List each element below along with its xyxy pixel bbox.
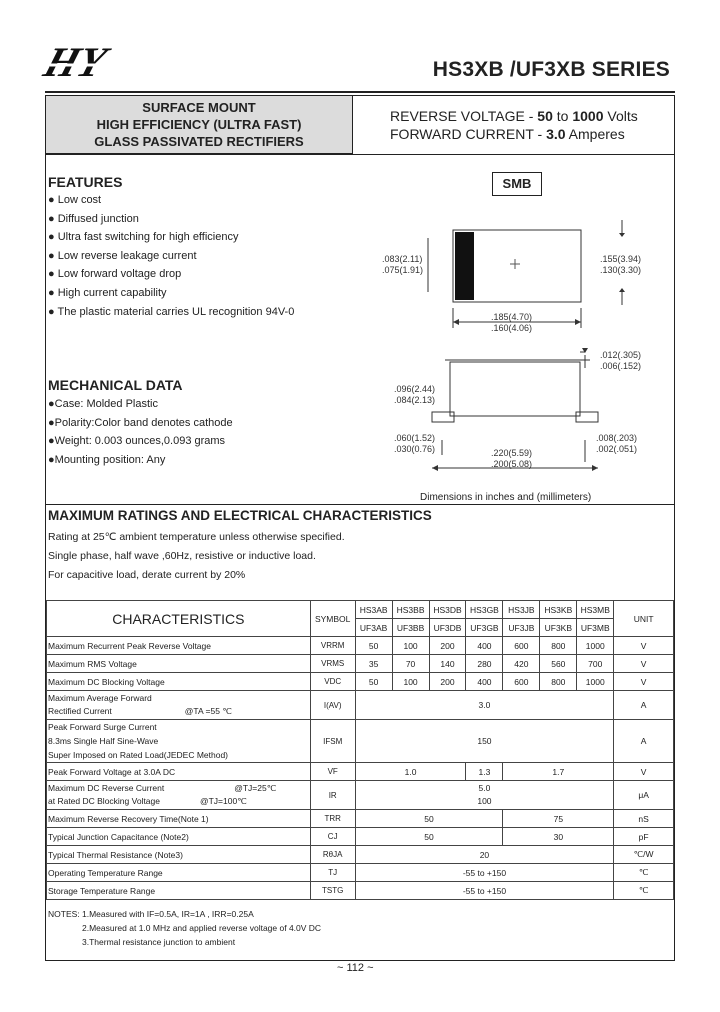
feature-item: ● Low reverse leakage current — [48, 249, 197, 262]
table-row: Maximum DC Reverse Current @TJ=25℃ at Rated DC Blocking Voltage @TJ=100℃ IR 5.0 100 μA — [47, 781, 674, 810]
package-label: SMB — [492, 172, 542, 196]
model-hs3bb: HS3BB — [392, 601, 429, 619]
mechanical-item: ●Weight: 0.003 ounces,0.093 grams — [48, 435, 226, 448]
table-row: Typical Thermal Resistance (Note3) RθJA 20 ℃/W — [47, 846, 674, 864]
dim-6: .060(1.52) .030(0.76) — [394, 433, 436, 454]
dim-2: .155(3.94) .130(3.30) — [600, 254, 642, 275]
table-row: Maximum RMS Voltage VRMS 35 70 140 280 420 560 700 V — [47, 655, 674, 673]
dim-5: .096(2.44) .084(2.13) — [394, 384, 436, 405]
table-row: Maximum Reverse Recovery Time(Note 1) TRR 50 75 nS — [47, 810, 674, 828]
table-row: Typical Junction Capacitance (Note2) CJ 50 30 pF — [47, 828, 674, 846]
mechanical-list — [48, 395, 233, 469]
dim-8: .008(.203) .002(.051) — [596, 433, 638, 454]
model-hs3ab: HS3AB — [355, 601, 392, 619]
feature-item: ● Diffused junction — [48, 212, 139, 225]
ratings-rule — [46, 504, 674, 505]
table-row: Peak Forward Voltage at 3.0A DC VF 1.0 1.3 1.7 V — [47, 763, 674, 781]
forward-current-line — [390, 125, 638, 143]
feature-item: ● Low cost — [48, 194, 102, 206]
series-title: HS3XB /UF3XB SERIES — [432, 58, 670, 81]
logo-text: HY — [38, 39, 112, 86]
dim-1: .083(2.11) .075(1.91) — [382, 254, 424, 275]
model-hs3mb: HS3MB — [577, 601, 614, 619]
page-number: ~ 112 ~ — [337, 962, 374, 974]
mechanical-item: ●Polarity:Color band denotes cathode — [48, 416, 233, 429]
table-row: Maximum Recurrent Peak Reverse Voltage VRRM 50 100 200 400 600 800 1000 V — [47, 637, 674, 655]
model-uf3gb: UF3GB — [466, 619, 503, 637]
max-ratings-heading: MAXIMUM RATINGS AND ELECTRICAL CHARACTERISTICS — [48, 508, 432, 523]
condition-line-2: Single phase, half wave ,60Hz, resistive or inductive load. — [48, 550, 316, 562]
model-uf3kb: UF3KB — [540, 619, 577, 637]
characteristics-header: CHARACTERISTICS — [47, 601, 311, 637]
model-uf3db: UF3DB — [429, 619, 466, 637]
model-uf3bb: UF3BB — [392, 619, 429, 637]
rating-conditions — [48, 528, 345, 585]
hy-logo-mark — [38, 39, 180, 86]
title-line-3: GLASS PASSIVATED RECTIFIERS — [94, 134, 304, 149]
rv-max: 1000 — [572, 108, 604, 124]
model-hs3kb: HS3KB — [540, 601, 577, 619]
rv-label: REVERSE VOLTAGE - — [390, 108, 534, 124]
feature-item: ● Low forward voltage drop — [48, 268, 182, 281]
condition-line-1: Rating at 25℃ ambient temperature unless otherwise specified. — [48, 531, 345, 543]
rv-min: 50 — [537, 108, 553, 124]
rv-unit: Volts — [607, 108, 638, 124]
mechanical-heading: MECHANICAL DATA — [48, 377, 183, 393]
features-list — [48, 191, 294, 321]
model-hs3gb: HS3GB — [466, 601, 503, 619]
model-hs3jb: HS3JB — [503, 601, 540, 619]
fc-value: 3.0 — [546, 126, 566, 142]
table-row: Storage Temperature Range TSTG -55 to +150 ℃ — [47, 882, 674, 900]
logo — [38, 39, 180, 86]
dim-7: .220(5.59) .200(5.08) — [491, 448, 533, 469]
fc-unit: Amperes — [568, 126, 625, 142]
mechanical-item: ●Case: Molded Plastic — [48, 398, 158, 410]
symbol-header: SYMBOL — [310, 601, 355, 637]
top-rule — [45, 91, 675, 93]
table-row: Peak Forward Surge Current 8.3ms Single Half Sine-Wave Super Imposed on Rated Load(JEDEC Method) IFSM 150 A — [47, 720, 674, 763]
characteristics-table — [46, 600, 674, 900]
note-3: 3.Thermal resistance junction to ambient — [82, 937, 236, 947]
title-line-2: HIGH EFFICIENCY (ULTRA FAST) — [96, 117, 302, 132]
model-uf3ab: UF3AB — [355, 619, 392, 637]
header-rule — [46, 154, 674, 155]
table-row: Maximum Average Forward Rectified Current @TA =55 ℃ I(AV) 3.0 A — [47, 691, 674, 720]
table-row: Operating Temperature Range TJ -55 to +150 ℃ — [47, 864, 674, 882]
unit-header: UNIT — [614, 601, 674, 637]
reverse-voltage-line — [390, 107, 638, 125]
feature-item: ● High current capability — [48, 286, 167, 299]
model-uf3jb: UF3JB — [503, 619, 540, 637]
feature-item: ● Ultra fast switching for high efficiency — [48, 231, 239, 244]
fc-label: FORWARD CURRENT - — [390, 126, 543, 142]
table-header-row — [47, 601, 674, 619]
features-heading: FEATURES — [48, 174, 123, 190]
table-row: Maximum DC Blocking Voltage VDC 50 100 200 400 600 800 1000 V — [47, 673, 674, 691]
note-2: 2.Measured at 1.0 MHz and applied reverse voltage of 4.0V DC — [82, 923, 322, 933]
title-block — [46, 96, 353, 154]
condition-line-3: For capacitive load, derate current by 20% — [48, 569, 246, 581]
feature-item: ● The plastic material carries UL recognition 94V-0 — [48, 305, 295, 318]
note-1: NOTES: 1.Measured with IF=0.5A, IR=1A , IRR=0.25A — [48, 909, 254, 919]
title-line-1: SURFACE MOUNT — [142, 100, 256, 115]
model-uf3mb: UF3MB — [577, 619, 614, 637]
dim-4: .012(.305) .006(.152) — [600, 350, 642, 371]
dimensions-note: Dimensions in inches and (millimeters) — [420, 492, 592, 503]
dim-3: .185(4.70) .160(4.06) — [491, 312, 533, 333]
rv-to: to — [556, 108, 569, 124]
ratings-summary — [390, 107, 638, 143]
mechanical-item: ●Mounting position: Any — [48, 453, 166, 466]
model-hs3db: HS3DB — [429, 601, 466, 619]
notes — [48, 907, 321, 949]
